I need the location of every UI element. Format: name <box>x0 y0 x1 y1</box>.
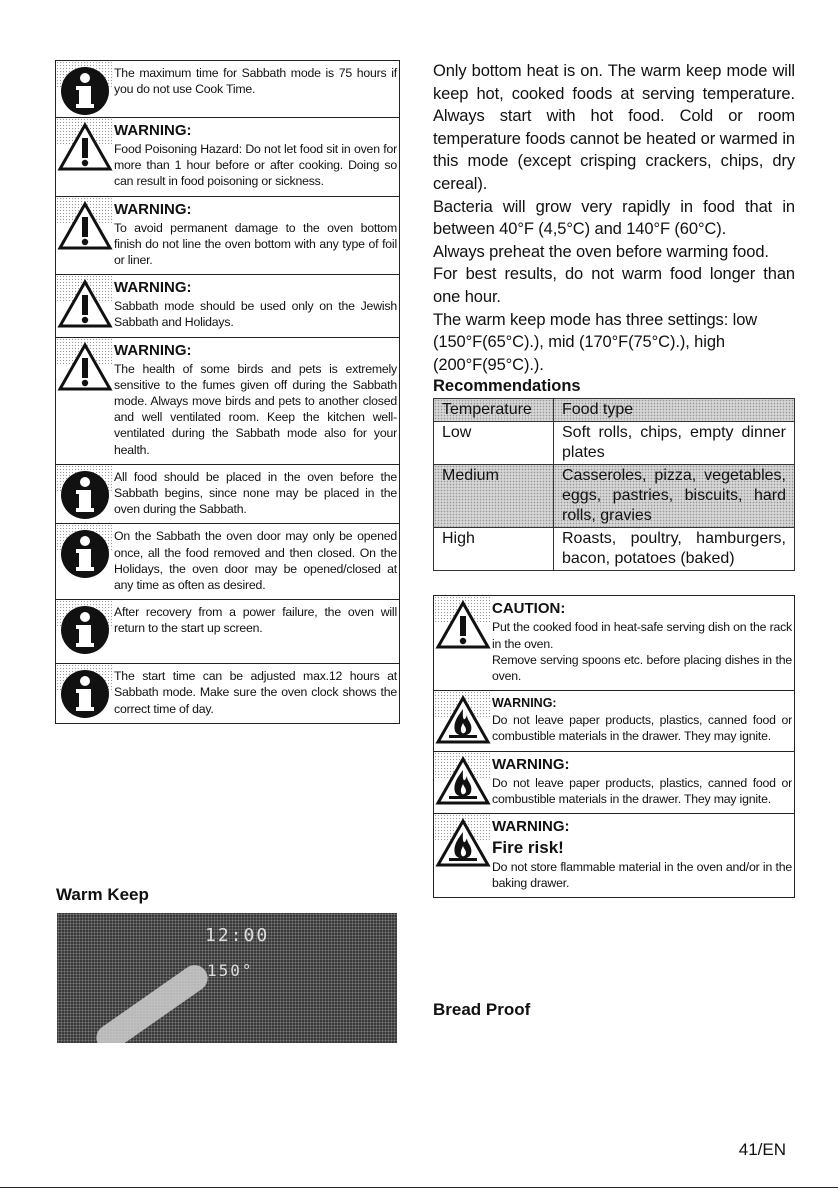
notice-text: The maximum time for Sabbath mode is 75 hours if you do not use Cook Time. <box>114 66 397 97</box>
warning-notice-drawer-combustibles-2 <box>433 751 795 813</box>
temperature-display: 150° <box>207 961 254 980</box>
paragraph: The warm keep mode has three settings: low (150°F(65°C).), mid (170°F(75°C).), high (200°F(95°C).). <box>433 310 758 374</box>
page-number: 41/EN <box>738 1140 786 1159</box>
recommendations-table <box>433 398 795 571</box>
left-column <box>55 60 400 724</box>
notice-text: Sabbath mode should be used only on the Jewish Sabbath and Holidays. <box>114 299 397 330</box>
fire-warning-icon <box>434 752 492 813</box>
warning-notice-birds-pets <box>55 337 400 464</box>
table-cell-temperature: Medium <box>434 465 554 528</box>
info-notice-sabbath-max-time <box>55 60 400 117</box>
notice-text: The start time can be adjusted max.12 hours at Sabbath mode. Make sure the oven clock shows the correct time of day. <box>114 669 397 716</box>
warning-notice-oven-bottom <box>55 196 400 275</box>
warning-notice-fire-risk <box>433 813 795 898</box>
recommendations-heading: Recommendations <box>433 377 581 396</box>
table-header-temperature: Temperature <box>434 399 554 422</box>
page-bottom-rule <box>0 1187 838 1188</box>
fire-warning-icon <box>434 691 492 750</box>
caution-notice-serving-dish <box>433 595 795 690</box>
table-cell-temperature: Low <box>434 422 554 465</box>
info-icon <box>56 61 114 117</box>
paragraph: Only bottom heat is on. The warm keep mode will keep hot, cooked foods at serving temperature. Always start with hot food. Cold or room temperature foods cannot be heated or warmed in this mode (except crisping crackers, chips, dry cereal). <box>433 62 795 193</box>
warning-triangle-icon <box>56 338 114 464</box>
notice-heading: WARNING: <box>492 817 570 835</box>
warning-triangle-icon <box>434 596 492 690</box>
finger-pointer-icon <box>91 960 212 1043</box>
bread-proof-heading: Bread Proof <box>433 1000 531 1019</box>
notice-subheading: Fire risk! <box>492 837 564 857</box>
notice-heading: WARNING: <box>114 122 192 139</box>
warning-triangle-icon <box>56 118 114 196</box>
warning-notice-sabbath-only <box>55 274 400 336</box>
table-cell-food: Casseroles, pizza, vegetables, eggs, pastries, biscuits, hard rolls, gravies <box>554 465 795 528</box>
notice-text: All food should be placed in the oven before the Sabbath begins, since none may be placed in the oven during the Sabbath. <box>114 469 397 517</box>
table-row <box>434 465 795 528</box>
warm-keep-description <box>433 60 795 376</box>
oven-control-panel-image <box>57 913 397 1043</box>
notice-heading: WARNING: <box>114 341 192 359</box>
warning-triangle-icon <box>56 275 114 336</box>
info-icon <box>56 600 114 663</box>
table-cell-food: Soft rolls, chips, empty dinner plates <box>554 422 795 465</box>
info-icon <box>56 524 114 599</box>
notice-text: Food Poisoning Hazard: Do not let food sit in oven for more than 1 hour before or after cooking. Doing so can result in food poisoning or sickness. <box>114 142 397 189</box>
warm-keep-heading: Warm Keep <box>56 885 149 904</box>
table-header-row <box>434 399 795 422</box>
notice-text: Put the cooked food in heat-safe serving dish on the rack in the oven. <box>492 620 792 651</box>
fire-warning-icon <box>434 814 492 897</box>
notice-text: On the Sabbath the oven door may only be opened once, all the food removed and then closed. On the Holidays, the oven door may be opened/closed at any time as often as desired. <box>114 529 397 593</box>
info-icon <box>56 664 114 723</box>
notice-text: Do not leave paper products, plastics, canned food or combustible materials in the drawer. They may ignite. <box>492 775 792 806</box>
clock-display: 12:00 <box>205 925 270 946</box>
notice-heading: CAUTION: <box>492 600 566 618</box>
paragraph: Always preheat the oven before warming food. <box>433 242 769 261</box>
right-column <box>433 60 795 898</box>
info-notice-oven-door <box>55 523 400 599</box>
notice-text: Do not leave paper products, plastics, canned food or combustible materials in the drawer. They may ignite. <box>492 713 792 744</box>
notice-text: To avoid permanent damage to the oven bottom finish do not line the oven bottom with any type of foil or liner. <box>114 220 397 268</box>
notice-text: After recovery from a power failure, the oven will return to the start up screen. <box>114 605 397 636</box>
table-cell-temperature: High <box>434 528 554 571</box>
info-icon <box>56 465 114 524</box>
warning-notice-food-poisoning <box>55 117 400 196</box>
info-notice-power-failure <box>55 599 400 663</box>
notice-text: The health of some birds and pets is extremely sensitive to the fumes given off during the Sabbath mode. Always move birds and pets to another closed and well ventilated room. Keep the kitchen well-ventilated during the Sabbath mode also for your health. <box>114 361 397 457</box>
info-notice-start-time <box>55 663 400 724</box>
table-row <box>434 422 795 465</box>
notice-heading: WARNING: <box>492 755 570 773</box>
notice-text: Do not store flammable material in the oven and/or in the baking drawer. <box>492 859 792 891</box>
warning-triangle-icon <box>56 197 114 275</box>
paragraph: Bacteria will grow very rapidly in food that in between 40°F (4,5°C) and 140°F (60°C). <box>433 197 795 239</box>
table-cell-food: Roasts, poultry, hamburgers, bacon, potatoes (baked) <box>554 528 795 571</box>
table-header-food-type: Food type <box>554 399 795 422</box>
notice-heading: WARNING: <box>492 696 557 711</box>
notice-heading: WARNING: <box>114 279 192 297</box>
warning-notice-drawer-combustibles <box>433 690 795 750</box>
paragraph: For best results, do not warm food longer than one hour. <box>433 265 795 306</box>
info-notice-food-placement <box>55 464 400 524</box>
notice-heading: WARNING: <box>114 200 192 218</box>
notice-text: Remove serving spoons etc. before placing dishes in the oven. <box>492 652 792 683</box>
table-row <box>434 528 795 571</box>
